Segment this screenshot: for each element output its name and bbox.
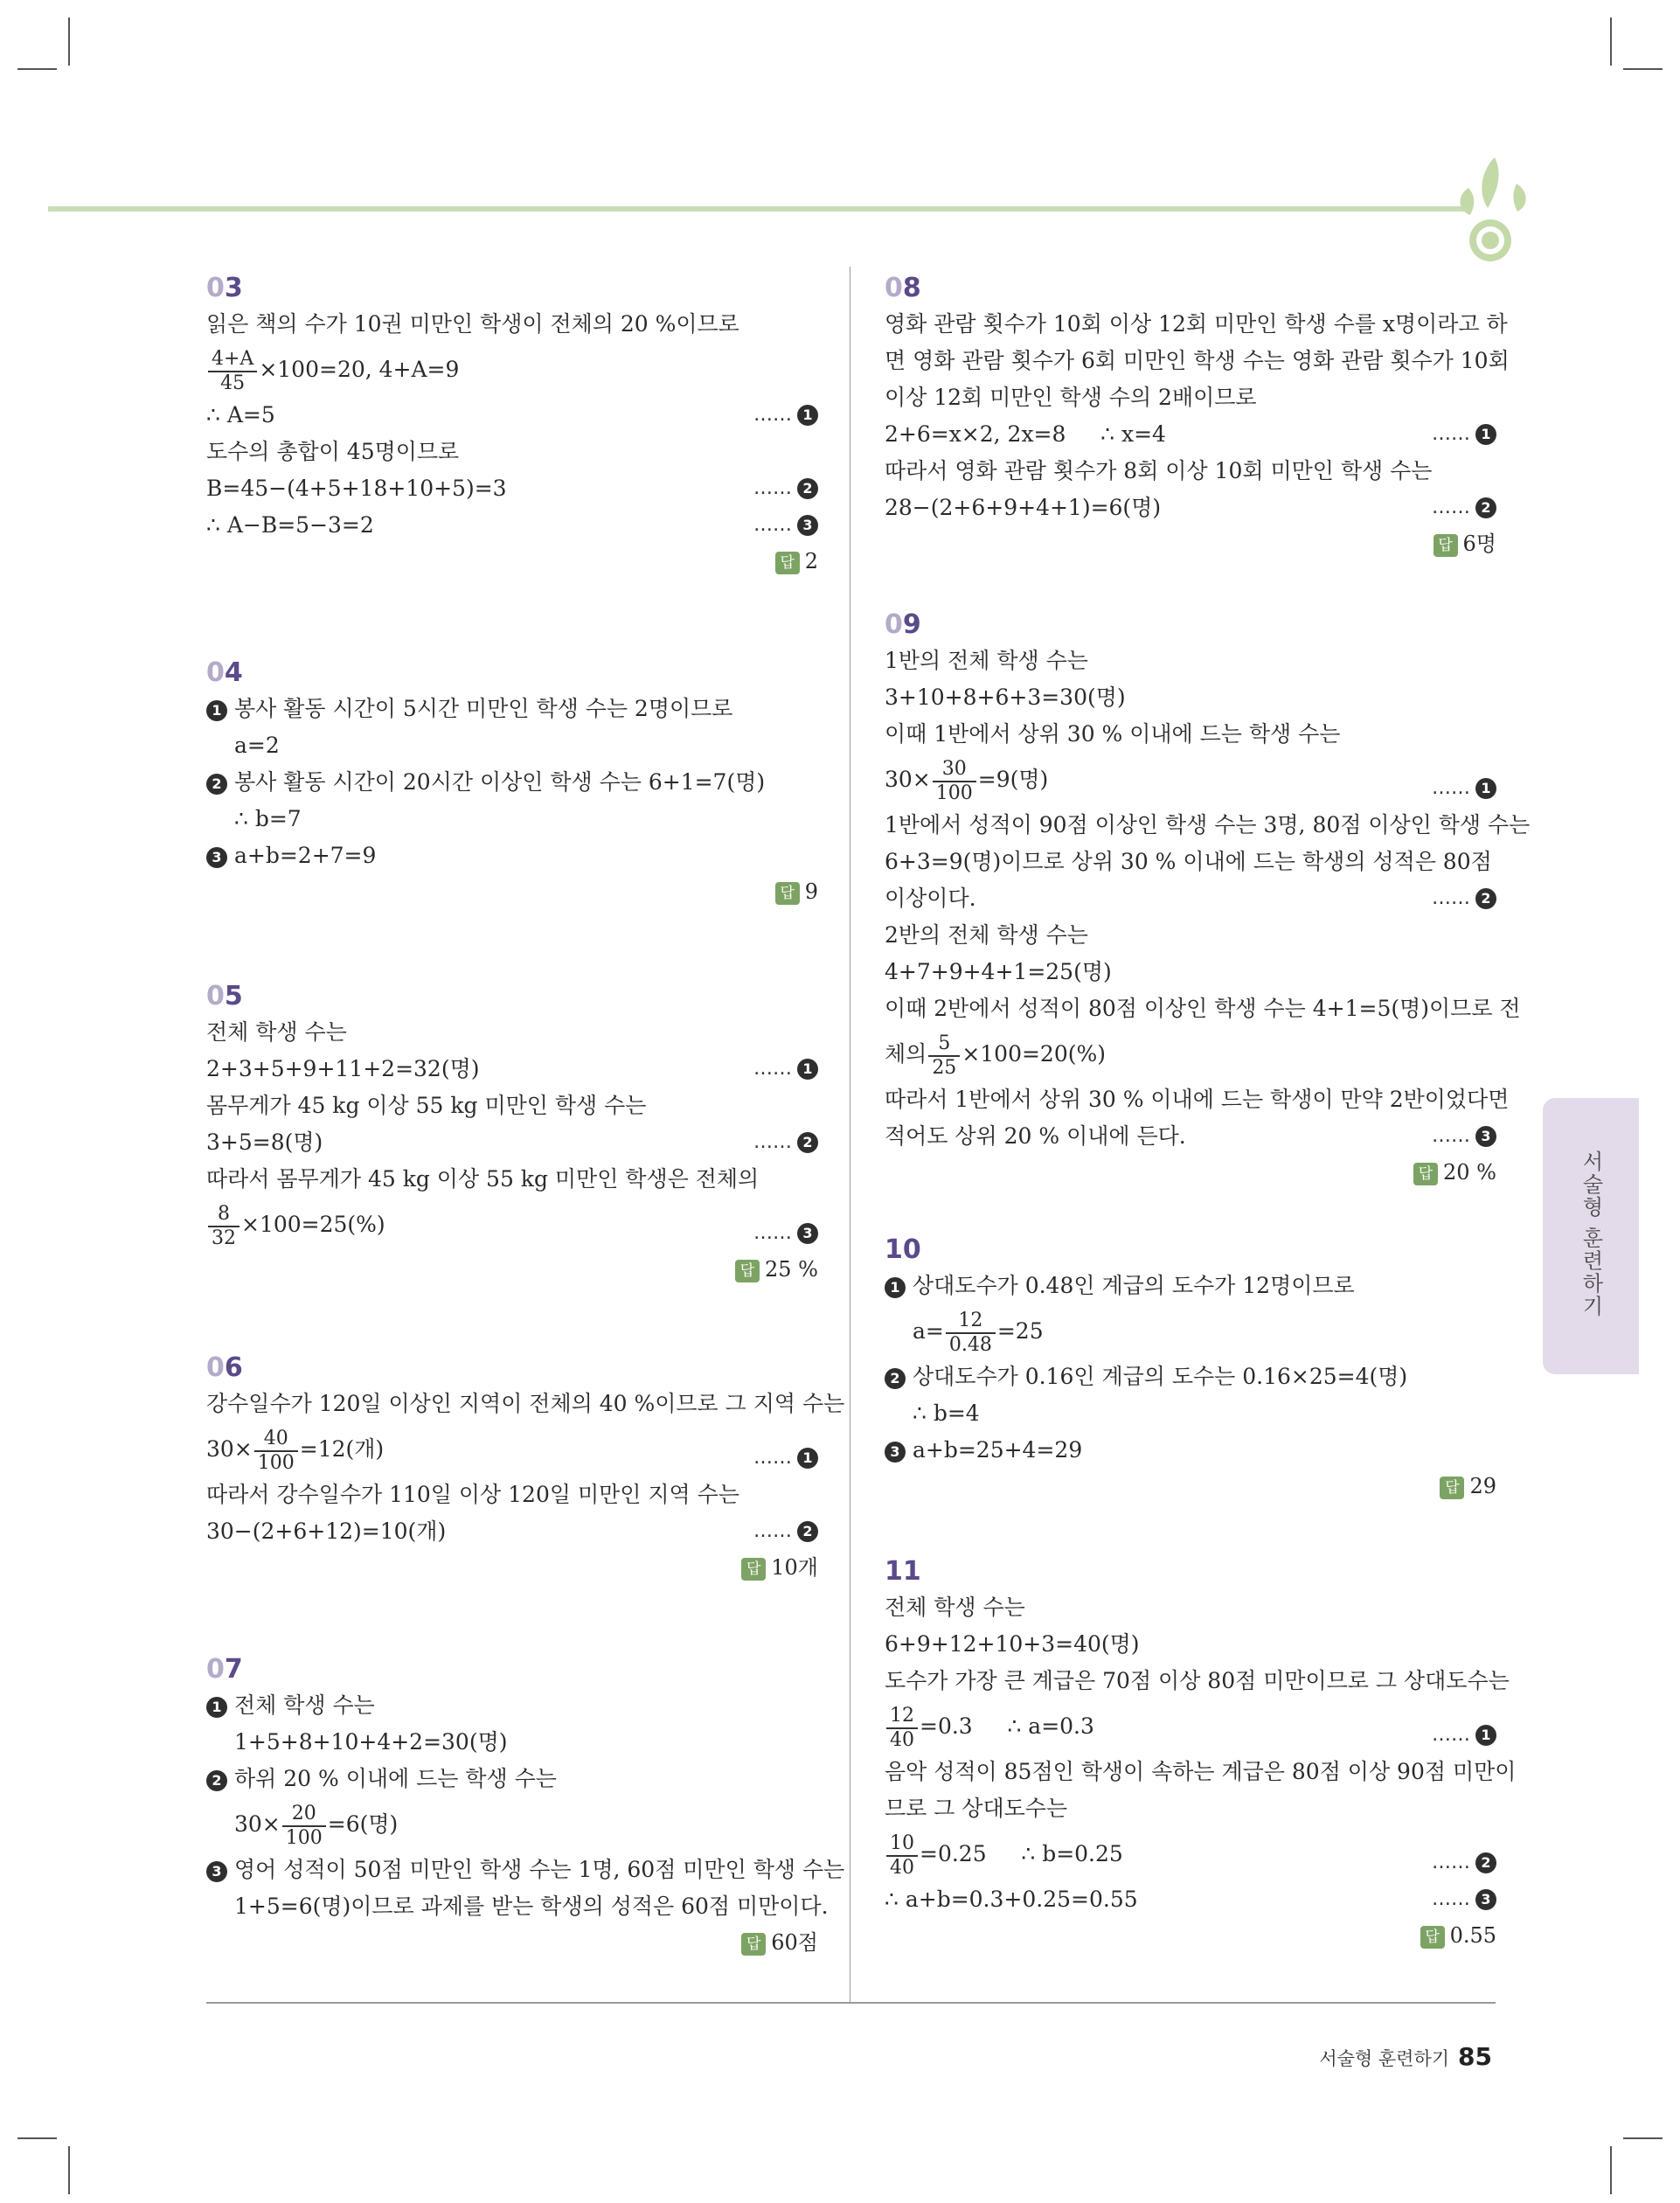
crop-mark xyxy=(1623,2137,1663,2139)
solution-line: 이상이다. …… 2 xyxy=(885,880,1496,917)
solution-line: 1 상대도수가 0.48인 계급의 도수가 12명이므로 xyxy=(885,1268,1496,1304)
step-marker: …… 2 xyxy=(753,470,818,507)
problem-number: 09 xyxy=(885,609,921,640)
solution-line: 전체 학생 수는 xyxy=(206,1019,347,1045)
solution-line: 음악 성적이 85점인 학생이 속하는 계급은 80점 이상 90점 미만이 xyxy=(885,1759,1517,1784)
step-marker: …… 2 xyxy=(1432,1836,1496,1890)
answer: 답 60점 xyxy=(206,1925,818,1960)
problem-number: 06 xyxy=(206,1352,243,1383)
solution-line: 2 하위 20 % 이내에 드는 학생 수는 xyxy=(206,1761,818,1797)
solution-line: 몸무게가 45 kg 이상 55 kg 미만인 학생 수는 xyxy=(206,1093,647,1118)
solution-line: 3 영어 성적이 50점 미만인 학생 수는 1명, 60점 미만인 학생 수는 xyxy=(206,1852,818,1888)
solution-line: 이때 1반에서 상위 30 % 이내에 드는 학생 수는 xyxy=(885,721,1341,747)
answer-icon: 답 xyxy=(775,882,800,905)
problem-number: 03 xyxy=(206,273,243,303)
step-marker: …… 1 xyxy=(1432,416,1496,453)
step-marker: …… 3 xyxy=(753,507,818,544)
answer: 답 10개 xyxy=(206,1550,818,1585)
solution-line: $\frac{4+A}{45}$ ×100=20, 4+A=9 xyxy=(206,343,818,397)
problem-05 xyxy=(206,979,818,1287)
step-marker: …… 1 xyxy=(1432,1708,1496,1762)
answer-icon: 답 xyxy=(775,552,800,574)
solution-line: 적어도 상위 20 % 이내에 든다. …… 3 xyxy=(885,1118,1496,1155)
crop-mark xyxy=(17,2137,57,2139)
solution-line: 체의 $\frac{5}{25}$ ×100=20(%) xyxy=(885,1032,1106,1079)
problem-number: 05 xyxy=(206,981,243,1011)
answer: 답 25 % xyxy=(206,1252,818,1287)
fraction: $\frac{10}{40}$ xyxy=(886,1832,918,1880)
solution-line: 1+5=6(명)이므로 과제를 받는 학생의 성적은 60점 미만이다. xyxy=(234,1894,829,1919)
solution-line: 1 봉사 활동 시간이 5시간 미만인 학생 수는 2명이므로 xyxy=(206,691,818,727)
step-marker: …… 1 xyxy=(1432,761,1496,816)
fraction: $\frac{20}{100}$ xyxy=(282,1803,326,1850)
solution-line: 30× $\frac{30}{100}$ =9(명) …… 1 xyxy=(885,753,1496,807)
step-marker: …… 2 xyxy=(753,1124,818,1161)
answer: 답 6명 xyxy=(885,526,1496,561)
fraction: $\frac{12}{40}$ xyxy=(886,1705,918,1752)
step-marker: …… 2 xyxy=(1432,490,1496,526)
problem-number: 04 xyxy=(206,657,243,688)
crop-mark xyxy=(1623,68,1663,70)
answer-icon: 답 xyxy=(741,1933,766,1956)
solution-line: 3+10+8+6+3=30(명) xyxy=(885,685,1126,710)
solution-line: 따라서 강수일수가 110일 이상 120일 미만인 지역 수는 xyxy=(206,1482,739,1507)
problem-09 xyxy=(885,608,1531,1190)
answer: 답 29 xyxy=(885,1469,1496,1504)
problem-number: 10 xyxy=(885,1234,921,1265)
solution-line: 2 봉사 활동 시간이 20시간 이상인 학생 수는 6+1=7(명) xyxy=(206,764,818,801)
solution-line: 전체 학생 수는 xyxy=(885,1595,1025,1620)
leaf-ornament-icon xyxy=(1434,140,1547,271)
solution-line: 강수일수가 120일 이상인 지역이 전체의 40 %이므로 그 지역 수는 xyxy=(206,1391,845,1416)
page-number: 85 xyxy=(1458,2042,1492,2071)
crop-mark xyxy=(1610,17,1612,66)
header-rule xyxy=(48,206,1464,212)
solution-line: ∴ A=5 …… 1 xyxy=(206,397,818,434)
solution-line: 4+7+9+4+1=25(명) xyxy=(885,959,1112,984)
solution-line: a= $\frac{12}{0.48}$ =25 xyxy=(913,1309,1044,1356)
solution-line: 2반의 전체 학생 수는 xyxy=(885,922,1088,948)
solution-line: ∴ a+b=0.3+0.25=0.55 …… 3 xyxy=(885,1881,1496,1918)
solution-line: 이상 12회 미만인 학생 수의 2배이므로 xyxy=(885,385,1257,410)
side-tab: 서술형 훈련하기 xyxy=(1543,1098,1639,1374)
crop-mark xyxy=(1610,2146,1612,2194)
crop-mark xyxy=(17,68,57,70)
solution-line: 2+3+5+9+11+2=32(명) …… 1 xyxy=(206,1051,818,1088)
solution-line: 28−(2+6+9+4+1)=6(명) …… 2 xyxy=(885,490,1496,526)
fraction: $\frac{30}{100}$ xyxy=(933,758,976,805)
problem-04 xyxy=(206,656,818,909)
step-marker: …… 1 xyxy=(753,1431,818,1485)
answer: 답 0.55 xyxy=(885,1918,1496,1953)
solution-line: $\frac{8}{32}$ ×100=25(%) …… 3 xyxy=(206,1198,818,1252)
solution-line: 므로 그 상대도수는 xyxy=(885,1796,1068,1821)
solution-line: 영화 관람 횟수가 10회 이상 12회 미만인 학생 수를 x명이라고 하 xyxy=(885,311,1508,337)
footer-rule xyxy=(206,2002,1496,2004)
crop-mark xyxy=(68,2146,70,2194)
answer: 답 20 % xyxy=(885,1155,1496,1190)
solution-line: 2 상대도수가 0.16인 계급의 도수는 0.16×25=4(명) xyxy=(885,1359,1496,1395)
solution-line: 6+9+12+10+3=40(명) xyxy=(885,1631,1140,1657)
solution-line: 1반에서 성적이 90점 이상인 학생 수는 3명, 80점 이상인 학생 수는 xyxy=(885,812,1531,837)
problem-08 xyxy=(885,271,1510,561)
solution-line: 도수의 총합이 45명이므로 xyxy=(206,439,460,464)
step-marker: …… 3 xyxy=(1432,1118,1496,1155)
step-marker: …… 2 xyxy=(1432,880,1496,917)
answer-icon: 답 xyxy=(735,1260,760,1282)
footer-label: 서술형 훈련하기 xyxy=(1319,2048,1450,2069)
solution-line: 이때 2반에서 성적이 80점 이상인 학생 수는 4+1=5(명)이므로 전 xyxy=(885,996,1521,1021)
problem-07 xyxy=(206,1652,845,1960)
problem-11 xyxy=(885,1554,1517,1953)
solution-line: $\frac{12}{40}$ =0.3 ∴ a=0.3 …… 1 xyxy=(885,1699,1496,1754)
answer-icon: 답 xyxy=(1413,1163,1438,1185)
step-marker: …… 1 xyxy=(753,397,818,434)
step-marker: …… 3 xyxy=(1432,1881,1496,1918)
solution-line: a=2 xyxy=(234,733,280,758)
solution-line: ∴ b=4 xyxy=(913,1400,980,1426)
fraction: $\frac{8}{32}$ xyxy=(208,1203,240,1250)
page-footer xyxy=(1319,2042,1492,2071)
solution-line: B=45−(4+5+18+10+5)=3 …… 2 xyxy=(206,470,818,507)
problem-number: 08 xyxy=(885,273,921,303)
solution-line: 따라서 영화 관람 횟수가 8회 이상 10회 미만인 학생 수는 xyxy=(885,458,1433,483)
problem-number: 11 xyxy=(885,1556,921,1587)
problem-number: 07 xyxy=(206,1654,243,1685)
step-marker: …… 2 xyxy=(753,1513,818,1550)
solution-line: 도수가 가장 큰 계급은 70점 이상 80점 미만이므로 그 상대도수는 xyxy=(885,1668,1510,1693)
answer: 답 2 xyxy=(206,544,818,579)
solution-line: $\frac{10}{40}$ =0.25 ∴ b=0.25 …… 2 xyxy=(885,1827,1496,1881)
answer: 답 9 xyxy=(206,874,818,909)
solution-line: 3+5=8(명) …… 2 xyxy=(206,1124,818,1161)
fraction: $\frac{5}{25}$ xyxy=(928,1032,960,1080)
solution-line: ∴ A−B=5−3=2 …… 3 xyxy=(206,507,818,544)
solution-line: 따라서 몸무게가 45 kg 이상 55 kg 미만인 학생은 전체의 xyxy=(206,1166,760,1192)
fraction: $\frac{4+A}{45}$ xyxy=(208,348,257,395)
solution-line: 3 a+b=2+7=9 xyxy=(206,837,818,874)
problem-03 xyxy=(206,271,818,579)
answer-icon: 답 xyxy=(741,1558,766,1581)
solution-line: 2+6=x×2, 2x=8 ∴ x=4 …… 1 xyxy=(885,416,1496,453)
answer-icon: 답 xyxy=(1440,1477,1464,1499)
solution-line: 30× $\frac{20}{100}$ =6(명) xyxy=(234,1802,399,1849)
solution-line: 1 전체 학생 수는 xyxy=(206,1687,818,1724)
solution-line: 읽은 책의 수가 10권 미만인 학생이 전체의 20 %이므로 xyxy=(206,311,739,337)
step-marker: …… 3 xyxy=(753,1206,818,1261)
solution-line: 1반의 전체 학생 수는 xyxy=(885,648,1088,673)
solution-line: 따라서 1반에서 상위 30 % 이내에 드는 학생이 만약 2반이었다면 xyxy=(885,1087,1510,1112)
solution-line: 30× $\frac{40}{100}$ =12(개) …… 1 xyxy=(206,1422,818,1477)
solution-line: 30−(2+6+12)=10(개) …… 2 xyxy=(206,1513,818,1550)
solution-line: 1+5+8+10+4+2=30(명) xyxy=(234,1729,508,1755)
crop-mark xyxy=(68,17,70,66)
answer-icon: 답 xyxy=(1434,534,1458,557)
fraction: $\frac{12}{0.48}$ xyxy=(946,1310,996,1357)
solution-line: 3 a+b=25+4=29 xyxy=(885,1432,1496,1469)
solution-line: 면 영화 관람 횟수가 6회 미만인 학생 수는 영화 관람 횟수가 10회 xyxy=(885,348,1510,373)
solution-line: 6+3=9(명)이므로 상위 30 % 이내에 드는 학생의 성적은 80점 xyxy=(885,849,1492,874)
step-marker: …… 1 xyxy=(753,1051,818,1088)
problem-06 xyxy=(206,1351,845,1585)
solution-line: ∴ b=7 xyxy=(234,806,302,831)
fraction: $\frac{40}{100}$ xyxy=(254,1428,298,1475)
problem-10 xyxy=(885,1233,1496,1504)
answer-icon: 답 xyxy=(1420,1926,1445,1949)
